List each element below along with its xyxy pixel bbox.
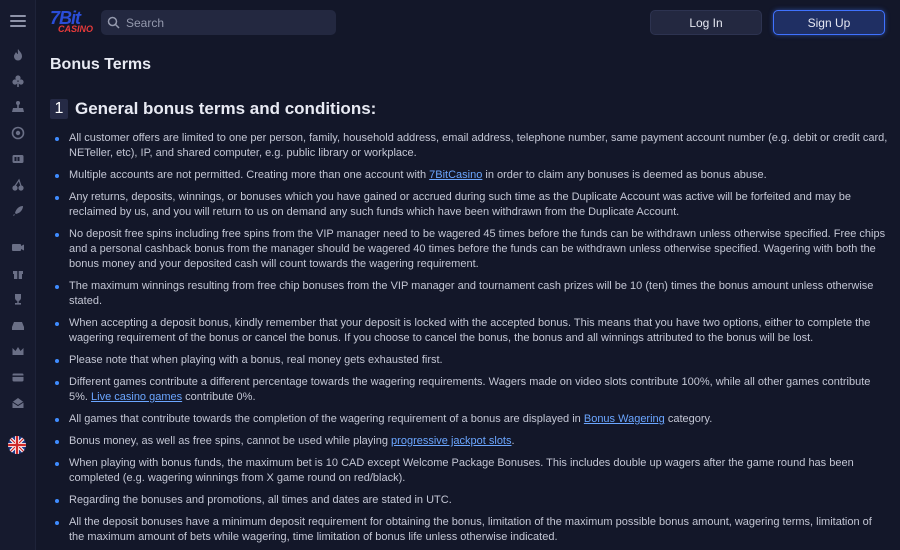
camera-icon[interactable] [9,240,27,258]
club-icon[interactable] [9,74,27,92]
term-item [53,493,889,508]
casino-logo[interactable] [50,10,92,36]
term-text: Multiple accounts are not permitted. Creating more than one account with [69,169,430,181]
crown-icon[interactable] [9,344,27,362]
section-header [50,99,376,119]
trophy-icon[interactable] [9,292,27,310]
search-bar[interactable] [101,10,336,35]
term-link[interactable]: 7BitCasino [429,169,483,181]
term-item [53,131,889,161]
term-item [53,168,889,183]
term-item [53,515,889,545]
term-text: Bonus money, as well as free spins, cannot be used while playing [69,435,392,447]
cherries-icon[interactable] [9,178,27,196]
term-text: category. [664,413,713,425]
term-link[interactable]: progressive jackpot slots [391,435,512,447]
term-text: All the deposit bonuses have a minimum deposit requirement for obtaining the bonus, limitation of the maximum possible bonus amount, wagering terms, limitation of the maximum amount of bets while wagering, time limitation of bonus life unless otherwise indicated. [69,516,872,543]
vip-icon[interactable] [9,318,27,336]
term-item [53,190,889,220]
signup-button[interactable]: Sign Up [773,10,885,35]
menu-icon[interactable] [10,15,26,29]
term-link[interactable]: Live casino games [91,391,183,403]
term-text: When accepting a deposit bonus, kindly remember that your deposit is locked with the accepted bonus. This means that you have two options, either to complete the wagering requirement of the bonus or cancel the bonus. If you choose to cancel the bonus, the bonus and all winnings attributed to the bonus will be lost. [69,317,871,344]
term-text: Please note that when playing with a bonus, real money gets exhausted first. [69,354,443,366]
terms-list [53,131,889,550]
joystick-icon[interactable] [9,100,27,118]
gift-icon[interactable] [9,266,27,284]
rocket-icon[interactable] [9,204,27,222]
search-icon [107,16,120,29]
logo-text-sub: CASINO [58,24,94,34]
fire-icon[interactable] [9,48,27,66]
term-text: All customer offers are limited to one per person, family, household address, email address, telephone number, same payment account number (e.g. debit or credit card, NETeller, etc), IP, and shared computer, e.g. public library or workplace. [69,132,888,159]
mail-icon[interactable] [9,396,27,414]
target-icon[interactable] [9,126,27,144]
section-number: 1 [50,99,68,119]
term-text: . [511,435,515,447]
term-text: Different games contribute a different percentage towards the wagering requirements. Wagers made on video slots contribute 100%, while all other games contribute 5%. [69,376,871,403]
term-text: When playing with bonus funds, the maximum bet is 10 CAD except Welcome Package Bonuses. This includes double up wagers after the game round has been completed (e.g. wagering winnings from X game round on red/black). [69,457,854,484]
term-item [53,375,889,405]
term-text: All games that contribute towards the completion of the wagering requirement of a bonus are displayed in [69,413,584,425]
login-button[interactable]: Log In [650,10,762,35]
term-text: in order to claim any bonuses is deemed as bonus abuse. [482,169,767,181]
slot-icon[interactable] [9,152,27,170]
term-text: The maximum winnings resulting from free chip bonuses from the VIP manager and tournament cash prizes will be 10 (ten) times the bonus amount unless otherwise stated. [69,280,874,307]
term-item [53,316,889,346]
search-input[interactable] [126,16,336,30]
term-text: Any returns, deposits, winnings, or bonuses which you have gained or accrued during such time as the Duplicate Account was active will be forfeited and may be reclaimed by us, and you will return to us on demand any such funds which have been withdrawn from the Duplicate Account. [69,191,852,218]
term-text: Regarding the bonuses and promotions, all times and dates are stated in UTC. [69,494,452,506]
page-title: Bonus Terms [50,56,152,73]
term-item [53,456,889,486]
logo-text-main: 7Bit [50,8,81,28]
uk-flag-icon[interactable] [8,436,26,454]
term-item [53,279,889,309]
term-link[interactable]: Bonus Wagering [583,413,665,425]
sidebar [0,0,36,550]
term-item [53,434,889,449]
term-text: contribute 0%. [182,391,256,403]
term-item [53,353,889,368]
wallet-icon[interactable] [9,370,27,388]
term-text: No deposit free spins including free spins from the VIP manager need to be wagered 45 times before the funds can be withdrawn unless otherwise specified. Free chips and a personal cashback bonus from the manager should be wagered 40 times before the funds can be withdrawn unless otherwise specified. Wagering with both the bonus money and your deposited cash will count towards the wagering requirement. [69,228,886,270]
term-item [53,227,889,272]
term-item [53,412,889,427]
section-title: General bonus terms and conditions: [75,99,377,118]
